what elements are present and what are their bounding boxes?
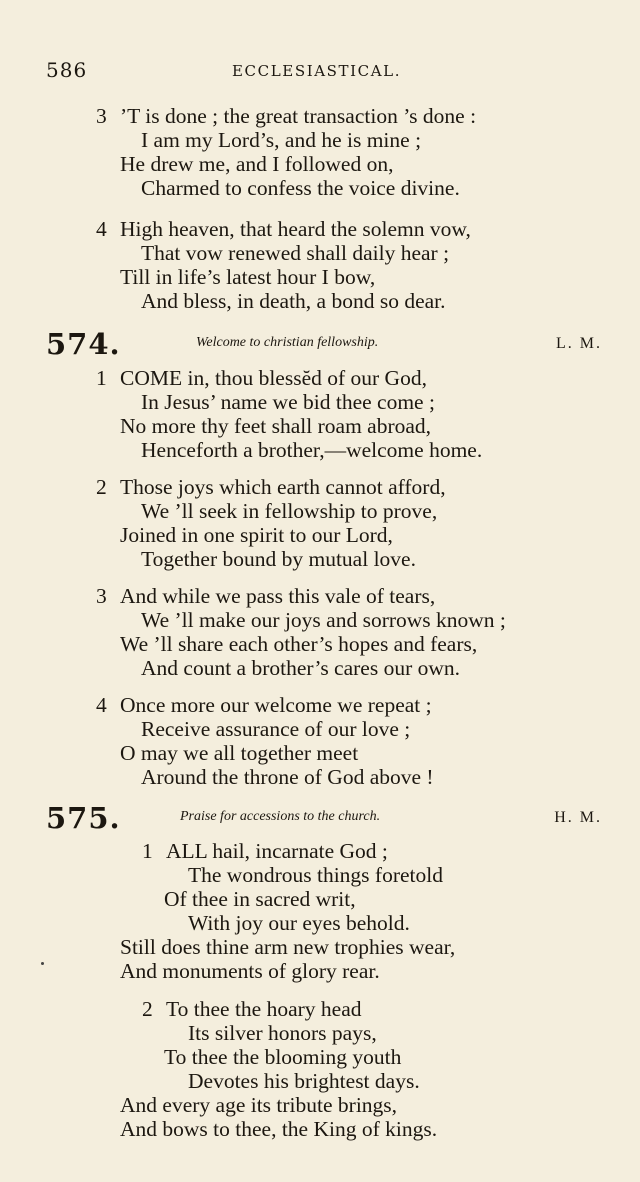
verse-line: 1 ALL hail, incarnate God ; [142, 839, 388, 863]
verse-line: We ’ll share each other’s hopes and fears, [120, 632, 478, 656]
hymn-title: Praise for accessions to the church. [180, 809, 381, 824]
verse-line: We ’ll seek in fellowship to prove, [141, 499, 438, 523]
verse-line: O may we all together meet [120, 741, 359, 765]
verse-line: We ’ll make our joys and sorrows known ; [141, 608, 506, 632]
verse-line: Receive assurance of our love ; [141, 717, 411, 741]
hymn-number: 574. [46, 327, 121, 361]
verse-number: 2 [142, 997, 153, 1021]
verse-line: And monuments of glory rear. [120, 959, 380, 983]
verse-line: 4 High heaven, that heard the solemn vow, [96, 217, 471, 241]
verse-line: Charmed to confess the voice divine. [141, 176, 460, 200]
verse-line: He drew me, and I followed on, [120, 152, 394, 176]
page-number: 586 [46, 58, 88, 82]
verse-line: 2 Those joys which earth cannot afford, [96, 475, 446, 499]
running-head: ECCLESIASTICAL. [232, 62, 402, 80]
verse-line: 3 ’T is done ; the great transaction ’s done : [96, 104, 477, 128]
verse-number: 4 [96, 217, 107, 241]
hymn-number: 575. [46, 801, 121, 835]
verse-line: Devotes his brightest days. [188, 1069, 420, 1093]
verse-number: 1 [96, 366, 107, 390]
verse-line: Still does thine arm new trophies wear, [120, 935, 456, 959]
verse-line: 1 COME in, thou blessĕd of our God, [96, 366, 427, 390]
verse-number: 4 [96, 693, 107, 717]
verse-line: 3 And while we pass this vale of tears, [96, 584, 436, 608]
verse-line: 2 To thee the hoary head [142, 997, 362, 1021]
verse-line: In Jesus’ name we bid thee come ; [141, 390, 435, 414]
verse-line: And bless, in death, a bond so dear. [141, 289, 446, 313]
verse-line: Of thee in sacred writ, [164, 887, 356, 911]
verse-line: 4 Once more our welcome we repeat ; [96, 693, 432, 717]
hymn-title: Welcome to christian fellowship. [196, 335, 379, 350]
verse-number: 1 [142, 839, 153, 863]
verse-line: Its silver honors pays, [188, 1021, 377, 1045]
verse-number: 2 [96, 475, 107, 499]
verse-line: And every age its tribute brings, [120, 1093, 398, 1117]
verse-line: Henceforth a brother,—welcome home. [141, 438, 483, 462]
verse-number: 3 [96, 584, 107, 608]
hymn-heading [46, 801, 602, 835]
verse-line: Together bound by mutual love. [141, 547, 416, 571]
verse-line: Till in life’s latest hour I bow, [120, 265, 376, 289]
verse-line: Around the throne of God above ! [141, 765, 434, 789]
hymn-meter: L. M. [556, 335, 602, 352]
ink-speck [41, 962, 44, 965]
hymn-meter: H. M. [554, 809, 602, 826]
verse-line: And bows to thee, the King of kings. [120, 1117, 438, 1141]
hymn-heading [46, 327, 602, 361]
verse-line: The wondrous things foretold [188, 863, 443, 887]
verse-line: And count a brother’s cares our own. [141, 656, 461, 680]
verse-line: Joined in one spirit to our Lord, [120, 523, 393, 547]
verse-line: To thee the blooming youth [164, 1045, 402, 1069]
verse-number: 3 [96, 104, 107, 128]
page-header [46, 58, 606, 88]
verse-line: That vow renewed shall daily hear ; [141, 241, 450, 265]
verse-line: No more thy feet shall roam abroad, [120, 414, 432, 438]
verse-line: I am my Lord’s, and he is mine ; [141, 128, 422, 152]
verse-line: With joy our eyes behold. [188, 911, 410, 935]
